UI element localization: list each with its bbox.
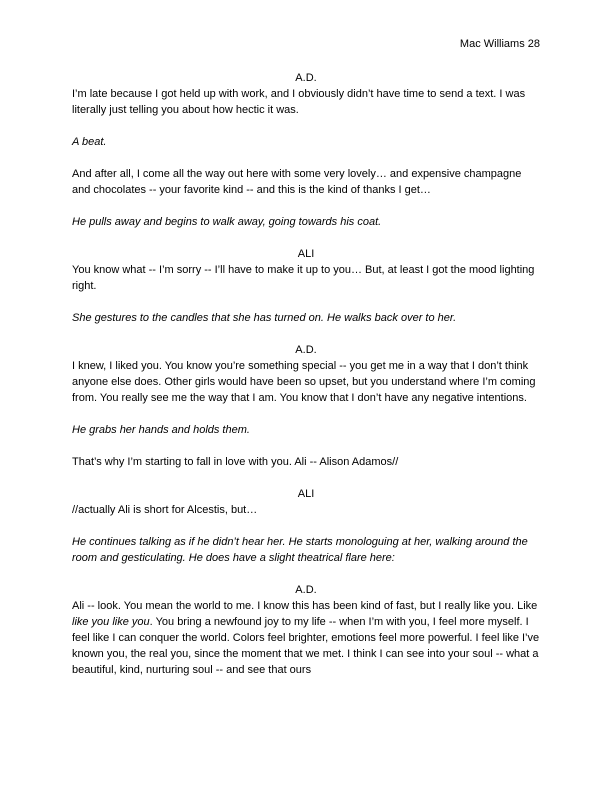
stage-direction: She gestures to the candles that she has turned on. He walks back over to her. [72, 312, 457, 324]
stage-direction: He grabs her hands and holds them. [72, 424, 250, 436]
dialogue-text: I’m late because I got held up with work, and I obviously didn’t have time to send a text. I was literally just telling you about how hectic it was. [72, 88, 526, 116]
character-name: A.D. [295, 584, 317, 596]
emphasis-text: like you like you [72, 616, 150, 628]
dialogue-block [72, 454, 540, 470]
character-name: A.D. [295, 344, 317, 356]
dialogue-text: You know what -- I’m sorry -- I’ll have to make it up to you… But, at least I got the mood lighting right. [72, 264, 535, 292]
dialogue-block [72, 166, 540, 198]
dialogue-text: //actually Ali is short for Alcestis, but… [72, 504, 258, 516]
dialogue-text: Ali -- look. You mean the world to me. I know this has been kind of fast, but I really like you. Like [72, 600, 538, 612]
stage-direction: A beat. [72, 136, 107, 148]
script-body [72, 70, 540, 678]
character-name: ALI [297, 488, 315, 500]
stage-direction: He continues talking as if he didn’t hear her. He starts monologuing at her, walking around the room and gesticulating. He does have a slight theatrical flare here: [72, 536, 528, 564]
dialogue-block [72, 502, 540, 518]
dialogue-text: That’s why I’m starting to fall in love with you. Ali -- Alison Adamos// [72, 456, 399, 468]
dialogue-block [72, 262, 540, 294]
dialogue-text: . You bring a newfound joy to my life -- when I’m with you, I feel more myself. I feel like I can conquer the world. Colors feel brighter, emotions feel more powerful. I feel like I’ve known you, the real you, since the moment that we met. I think I can see into your soul -- what a beautiful, kind, nurturing soul -- and see that ours [72, 616, 540, 676]
character-name: ALI [297, 248, 315, 260]
dialogue-block [72, 86, 540, 118]
dialogue-block [72, 598, 540, 678]
page-header: Mac Williams 28 [459, 38, 540, 50]
dialogue-block [72, 358, 540, 406]
dialogue-text: I knew, I liked you. You know you’re something special -- you get me in a way that I don’t think anyone else does. Other girls would have been so upset, but you understand where I’m coming from. You really see me the way that I am. You know that I don’t have any negative intentions. [72, 360, 536, 404]
stage-direction: He pulls away and begins to walk away, going towards his coat. [72, 216, 382, 228]
dialogue-text: And after all, I come all the way out here with some very lovely… and expensive champagne and chocolates -- your favorite kind -- and this is the kind of thanks I get… [72, 168, 522, 196]
character-name: A.D. [295, 72, 317, 84]
